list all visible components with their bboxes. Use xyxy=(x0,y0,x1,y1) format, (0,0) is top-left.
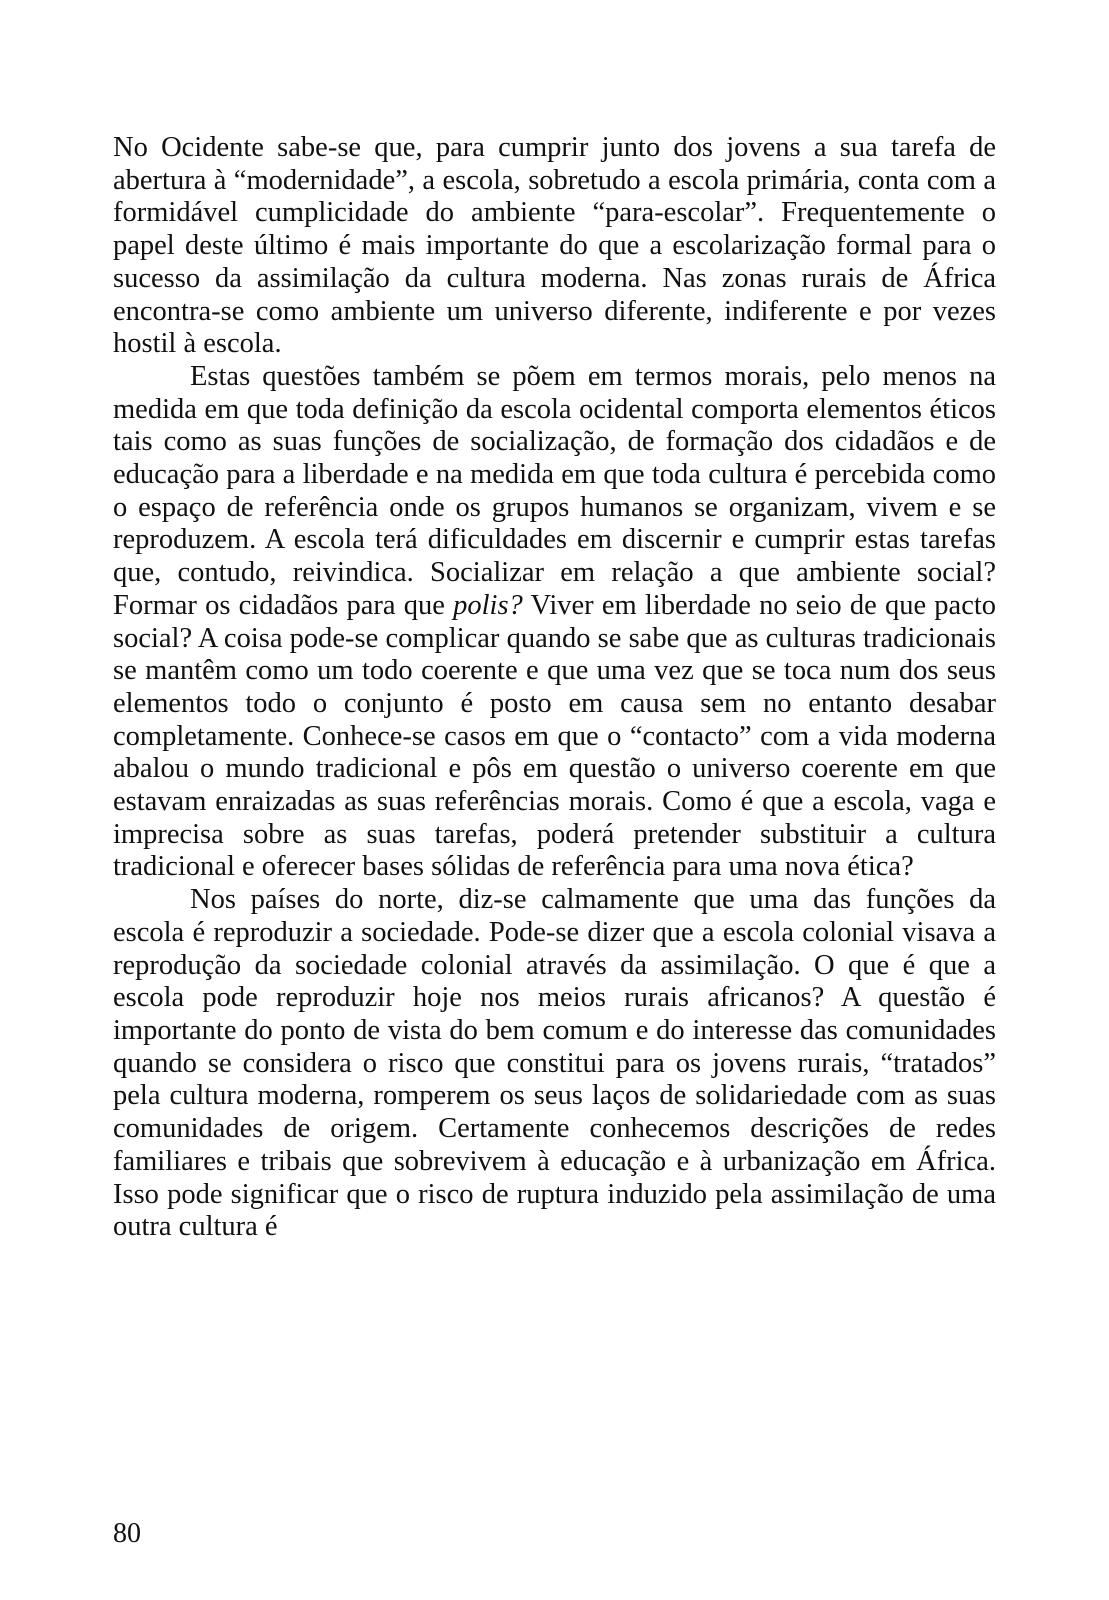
body-text xyxy=(113,132,996,1244)
paragraph-3 xyxy=(113,884,996,1244)
page-number: 80 xyxy=(113,1518,141,1549)
paragraph-2-italic-term: polis? xyxy=(453,589,523,621)
paragraph-1 xyxy=(113,132,996,361)
paragraph-2-text-start: Estas questões também se põem em termos morais, pelo menos na medida em que toda definição da escola ocidental comporta elementos éticos tais como as suas funções de socialização, de formação dos cidadãos e de educação para a liberdade e na medida em que toda cultura é percebida como o espaço de referência onde os grupos humanos se organizam, vivem e se reproduzem. A escola terá dificuldades em discernir e cumprir estas tarefas que, contudo, reivindica. Socializar em relação a que ambiente social? Formar os cidadãos para que xyxy=(113,360,996,621)
paragraph-2-text-end: Viver em liberdade no seio de que pacto social? A coisa pode-se complicar quando se sabe que as culturas tradicionais se mantêm como um todo coerente e que uma vez que se toca num dos seus elementos todo o conjunto é posto em causa sem no entanto desabar completamente. Conhece-se casos em que o “contacto” com a vida moderna abalou o mundo tradicional e pôs em questão o universo coerente em que estavam enraizadas as suas referências morais. Como é que a escola, vaga e imprecisa sobre as suas tarefas, poderá pretender substituir a cultura tradicional e oferecer bases sólidas de referência para uma nova ética? xyxy=(113,589,997,883)
paragraph-2 xyxy=(113,361,996,884)
paragraph-3-text: Nos países do norte, diz-se calmamente que uma das funções da escola é reproduzir a sociedade. Pode-se dizer que a escola colonial visava a reprodução da sociedade colonial através da assimilação. O que é que a escola pode reproduzir hoje nos meios rurais africanos? A questão é importante do ponto de vista do bem comum e do interesse das comunidades quando se considera o risco que constitui para os jovens rurais, “tratados” pela cultura moderna, romperem os seus laços de solidariedade com as suas comunidades de origem. Certamente conhecemos descrições de redes familiares e tribais que sobrevivem à educação e à urbanização em África. Isso pode significar que o risco de ruptura induzido pela assimilação de uma outra cultura é xyxy=(113,884,996,1243)
paragraph-1-text: No Ocidente sabe-se que, para cumprir junto dos jovens a sua tarefa de abertura à “modernidade”, a escola, sobretudo a escola primária, conta com a formidável cumplicidade do ambiente “para-escolar”. Frequentemente o papel deste último é mais importante do que a escolarização formal para o sucesso da assimilação da cultura moderna. Nas zonas rurais de África encontra-se como ambiente um universo diferente, indiferente e por vezes hostil à escola. xyxy=(113,132,996,360)
